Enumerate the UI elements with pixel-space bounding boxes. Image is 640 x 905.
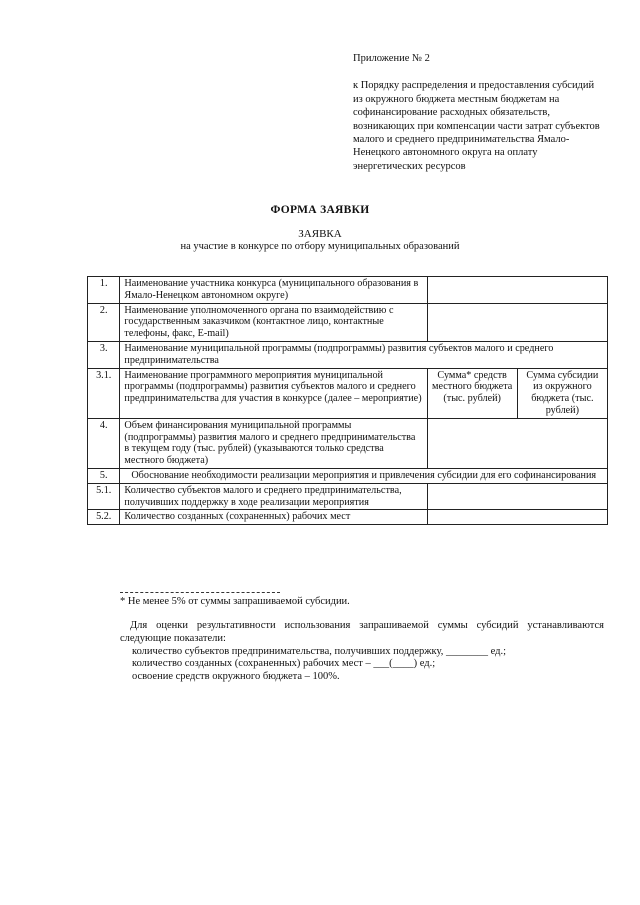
row-number: 1. xyxy=(88,277,120,304)
row-label: Объем финансирования муниципальной программы (подпрограммы) развития малого и среднего предпринимательства в текущем году (тыс. рублей) (указываются только средства местного бюджета) xyxy=(120,418,427,468)
table-row xyxy=(88,303,608,341)
row-value-cell[interactable] xyxy=(427,277,607,304)
table-row xyxy=(88,341,608,368)
form-title: ФОРМА ЗАЯВКИ xyxy=(270,204,370,216)
row-number: 3. xyxy=(88,341,120,368)
evaluation-indicator: количество созданных (сохраненных) рабочих мест – ___(____) ед.; xyxy=(132,658,436,670)
row-label: Наименование программного мероприятия муниципальной программы (подпрограммы) развития субъектов малого и среднего предпринимательства для участия в конкурсе (далее – мероприятие) xyxy=(120,368,427,418)
table-row xyxy=(88,483,608,510)
footnote-divider xyxy=(120,592,280,593)
table-row xyxy=(88,510,608,525)
application-title: ЗАЯВКА xyxy=(298,228,342,240)
row-number: 3.1. xyxy=(88,368,120,418)
evaluation-section xyxy=(120,620,604,684)
table-row xyxy=(88,468,608,483)
row-number: 4. xyxy=(88,418,120,468)
application-form-table xyxy=(87,276,608,525)
table-row xyxy=(88,368,608,418)
evaluation-indicator: освоение средств окружного бюджета – 100%. xyxy=(132,671,340,683)
table-row xyxy=(88,418,608,468)
local-budget-sum-header: Сумма* средств местного бюджета (тыс. рублей) xyxy=(427,368,517,418)
row-value-cell[interactable] xyxy=(427,483,607,510)
row-number: 2. xyxy=(88,303,120,341)
row-number: 5.1. xyxy=(88,483,120,510)
appendix-title: Приложение № 2 xyxy=(353,53,430,64)
evaluation-intro: Для оценки результативности использования запрашиваемой суммы субсидий устанавливаются следующие показатели: xyxy=(120,620,604,644)
row-label: Наименование участника конкурса (муниципального образования в Ямало-Ненецком автономном округе) xyxy=(120,277,427,304)
subsidy-sum-header: Сумма субсидии из окружного бюджета (тыс. рублей) xyxy=(517,368,607,418)
footnote: * Не менее 5% от суммы запрашиваемой субсидии. xyxy=(120,596,350,607)
row-value-cell[interactable] xyxy=(427,303,607,341)
row-number: 5. xyxy=(88,468,120,483)
appendix-note xyxy=(353,52,603,173)
row-label: Количество субъектов малого и среднего предпринимательства, получивших поддержку в ходе реализации мероприятия xyxy=(120,483,427,510)
evaluation-indicator: количество субъектов предпринимательства, получивших поддержку, ________ ед.; xyxy=(132,645,506,657)
row-label: Количество созданных (сохраненных) рабочих мест xyxy=(120,510,427,525)
row-label: Наименование уполномоченного органа по взаимодействию с государственным заказчиком (контактное лицо, контактные телефоны, факс, E-mail) xyxy=(120,303,427,341)
row-number: 5.2. xyxy=(88,510,120,525)
appendix-body: к Порядку распределения и предоставления субсидий из окружного бюджета местным бюджетам на софинансирование расходных обязательств, возникающих при компенсации части затрат субъектов малого и среднего предпринимательства Ямало-Ненецкого автономного округа на оплату энергетических ресурсов xyxy=(353,80,600,172)
row-label: Обоснование необходимости реализации мероприятия и привлечения субсидии для его софинансирования xyxy=(120,468,608,483)
row-value-cell[interactable] xyxy=(427,418,607,468)
row-label: Наименование муниципальной программы (подпрограммы) развития субъектов малого и среднего предпринимательства xyxy=(120,341,608,368)
row-value-cell[interactable] xyxy=(427,510,607,525)
application-subtitle: на участие в конкурсе по отбору муниципальных образований xyxy=(180,241,460,252)
table-row xyxy=(88,277,608,304)
